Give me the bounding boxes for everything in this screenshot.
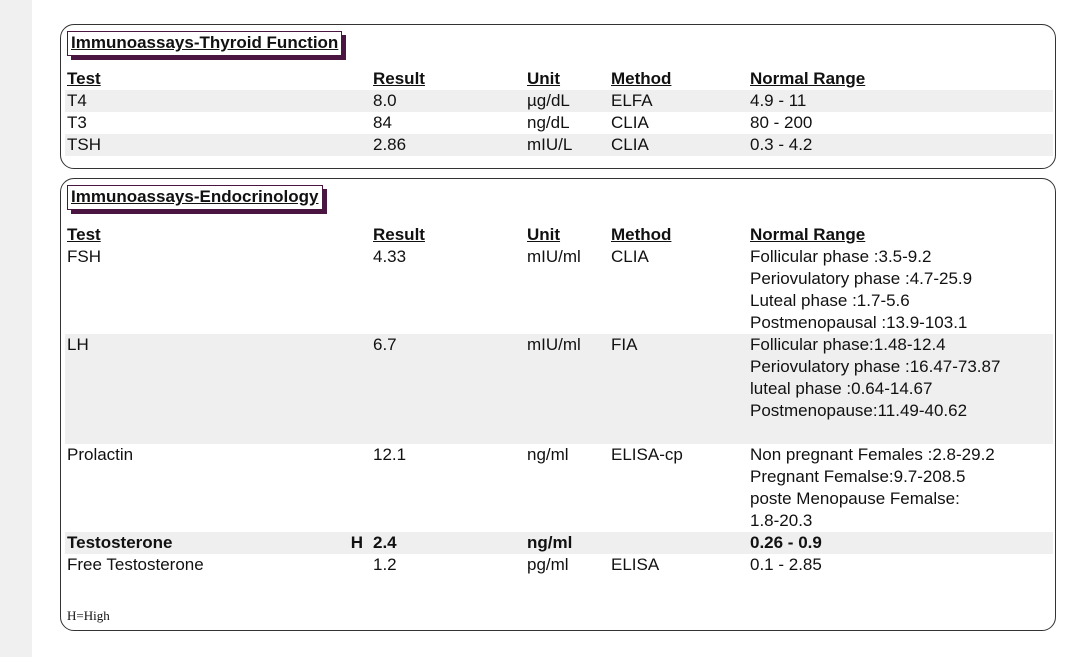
cell-test: Free Testosterone — [67, 555, 204, 574]
table-row — [65, 334, 1053, 444]
cell-unit: mIU/L — [525, 134, 609, 156]
cell-unit: mIU/ml — [525, 334, 609, 444]
report-page — [32, 0, 1068, 657]
header-range: Normal Range — [750, 69, 866, 88]
cell-result: 84 — [373, 113, 392, 132]
range-line: Periovulatory phase :16.47-73.87 — [750, 357, 1001, 376]
cell-range — [748, 532, 1053, 554]
cell-range — [748, 246, 1053, 334]
range-line: Periovulatory phase :4.7-25.9 — [750, 269, 973, 288]
table-row — [65, 554, 1053, 576]
table-row — [65, 532, 1053, 554]
cell-result: 12.1 — [373, 445, 407, 464]
cell-method: FIA — [609, 334, 748, 444]
cell-method: ELISA-cp — [611, 445, 683, 464]
table-row — [65, 246, 1053, 334]
section-thyroid-function — [60, 24, 1056, 169]
cell-unit: ng/ml — [527, 445, 569, 464]
cell-method — [609, 532, 748, 554]
header-result: Result — [373, 225, 425, 244]
footnote: H=High — [67, 608, 110, 623]
header-range: Normal Range — [750, 225, 866, 244]
range-line: 0.26 - 0.9 — [750, 533, 822, 552]
cell-range — [748, 554, 1053, 576]
cell-range — [748, 134, 1053, 156]
cell-flag — [309, 112, 371, 134]
range-line: Postmenopause:11.49-40.62 — [750, 401, 968, 420]
cell-test: LH — [65, 334, 309, 444]
section-title: Immunoassays-Thyroid Function — [67, 31, 342, 56]
range-line: 4.9 - 11 — [750, 91, 807, 110]
cell-method: CLIA — [611, 113, 649, 132]
cell-test: Prolactin — [67, 445, 134, 464]
cell-range — [748, 334, 1053, 444]
cell-unit: mIU/ml — [527, 247, 581, 266]
range-line: luteal phase :0.64-14.67 — [750, 379, 933, 398]
table-row — [65, 112, 1053, 134]
cell-test: T4 — [65, 90, 309, 112]
cell-unit: ng/dL — [527, 113, 570, 132]
range-line: 0.3 - 4.2 — [750, 135, 813, 154]
cell-method: ELISA — [611, 555, 660, 574]
section-title: Immunoassays-Endocrinology — [67, 185, 323, 210]
cell-result: 4.33 — [373, 247, 407, 266]
header-unit: Unit — [527, 225, 561, 244]
cell-result: 2.86 — [371, 134, 525, 156]
cell-result: 8.0 — [371, 90, 525, 112]
range-line: Pregnant Femalse:9.7-208.5 — [750, 467, 966, 486]
range-line: Postmenopausal :13.9-103.1 — [750, 313, 968, 332]
cell-flag — [309, 334, 371, 444]
cell-method: CLIA — [609, 134, 748, 156]
cell-flag — [309, 134, 371, 156]
range-line — [750, 422, 1051, 444]
cell-result: 1.2 — [373, 555, 397, 574]
cell-flag — [309, 554, 371, 576]
cell-method: ELFA — [609, 90, 748, 112]
cell-flag: H — [309, 532, 371, 554]
header-test: Test — [67, 225, 101, 244]
cell-flag — [309, 444, 371, 532]
range-line: poste Menopause Femalse: — [750, 489, 960, 508]
range-line: Follicular phase:1.48-12.4 — [750, 335, 946, 354]
results-table — [65, 223, 1053, 576]
range-line: 80 - 200 — [750, 113, 813, 132]
table-row — [65, 134, 1053, 156]
header-flag — [309, 223, 371, 246]
cell-result: 2.4 — [371, 532, 525, 554]
range-line: Luteal phase :1.7-5.6 — [750, 291, 910, 310]
cell-method: CLIA — [611, 247, 649, 266]
table-header-row — [65, 67, 1053, 90]
cell-test: Testosterone — [65, 532, 309, 554]
header-method: Method — [611, 225, 672, 244]
cell-range — [748, 444, 1053, 532]
cell-unit: pg/ml — [527, 555, 569, 574]
cell-range — [748, 90, 1053, 112]
table-row — [65, 90, 1053, 112]
results-table — [65, 67, 1053, 156]
range-line: Follicular phase :3.5-9.2 — [750, 247, 932, 266]
cell-range — [748, 112, 1053, 134]
header-result: Result — [373, 69, 425, 88]
range-line: 0.1 - 2.85 — [750, 555, 822, 574]
header-unit: Unit — [527, 69, 561, 88]
section-endocrinology — [60, 178, 1056, 631]
header-method: Method — [611, 69, 672, 88]
cell-unit: µg/dL — [525, 90, 609, 112]
range-line: Non pregnant Females :2.8-29.2 — [750, 445, 995, 464]
cell-test: FSH — [67, 247, 101, 266]
header-test: Test — [67, 69, 101, 88]
cell-flag — [309, 246, 371, 334]
table-row — [65, 444, 1053, 532]
range-line: 1.8-20.3 — [750, 511, 813, 530]
cell-test: T3 — [67, 113, 87, 132]
cell-result: 6.7 — [371, 334, 525, 444]
cell-unit: ng/ml — [525, 532, 609, 554]
cell-flag — [309, 90, 371, 112]
table-header-row — [65, 223, 1053, 246]
header-flag — [309, 67, 371, 90]
cell-test: TSH — [65, 134, 309, 156]
